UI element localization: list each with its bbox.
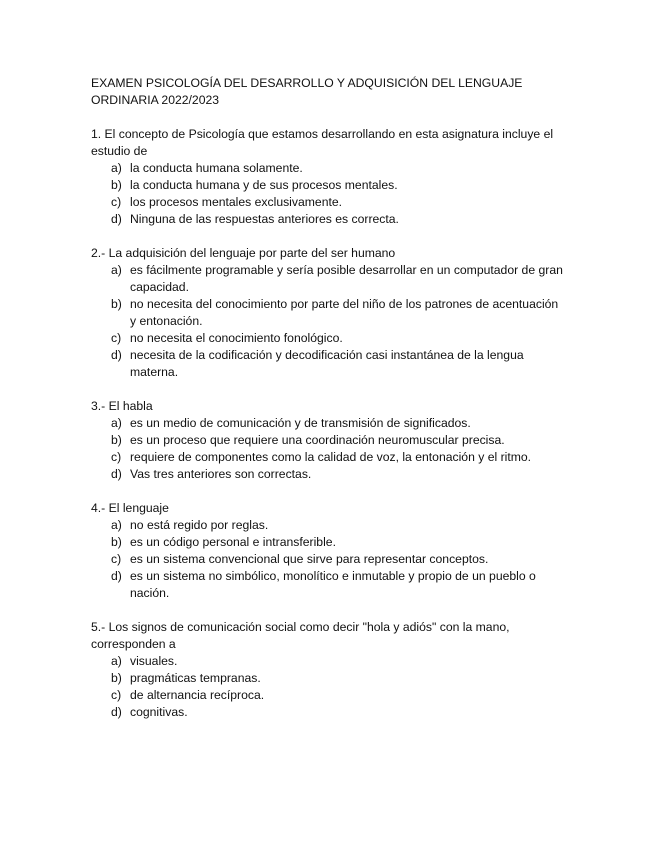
option-letter: d) [111, 348, 122, 362]
option-letter: c) [111, 331, 122, 345]
option-text: pragmáticas tempranas. [130, 671, 261, 685]
option-letter: b) [111, 178, 122, 192]
answer-option-d [91, 568, 571, 602]
option-text: es un sistema convencional que sirve para representar conceptos. [130, 552, 489, 566]
option-letter: a) [111, 161, 122, 175]
answer-option-c [91, 330, 571, 347]
option-text: Ninguna de las respuestas anteriores es correcta. [130, 212, 399, 226]
option-letter: a) [111, 263, 122, 277]
question-text: 2.- La adquisición del lenguaje por parte del ser humano [91, 246, 396, 260]
option-text: es un sistema no simbólico, monolítico e inmutable y propio de un pueblo o nación. [130, 569, 536, 600]
option-text: Vas tres anteriores son correctas. [130, 467, 312, 481]
option-text: los procesos mentales exclusivamente. [130, 195, 343, 209]
option-text: no necesita el conocimiento fonológico. [130, 331, 343, 345]
question-text: 4.- El lenguaje [91, 501, 169, 515]
option-letter: b) [111, 535, 122, 549]
option-text: de alternancia recíproca. [130, 688, 265, 702]
option-text: necesita de la codificación y decodificación casi instantánea de la lengua materna. [130, 348, 524, 379]
answer-option-b [91, 534, 571, 551]
option-letter: c) [111, 552, 122, 566]
answer-option-a [91, 653, 571, 670]
question-3 [91, 398, 571, 483]
answer-option-b [91, 432, 571, 449]
option-letter: c) [111, 450, 122, 464]
option-text: visuales. [130, 654, 178, 668]
option-letter: a) [111, 654, 122, 668]
question-5 [91, 619, 571, 721]
exam-session: ORDINARIA 2022/2023 [91, 93, 220, 107]
option-letter: d) [111, 569, 122, 583]
answer-option-d [91, 347, 571, 381]
answer-option-b [91, 177, 571, 194]
option-letter: d) [111, 467, 122, 481]
answer-option-c [91, 194, 571, 211]
answer-options [91, 262, 571, 381]
answer-option-c [91, 551, 571, 568]
option-text: la conducta humana solamente. [130, 161, 303, 175]
option-text: cognitivas. [130, 705, 188, 719]
option-text: es un proceso que requiere una coordinación neuromuscular precisa. [130, 433, 505, 447]
answer-options [91, 160, 571, 228]
option-text: es un medio de comunicación y de transmisión de significados. [130, 416, 471, 430]
answer-option-d [91, 704, 571, 721]
answer-option-d [91, 211, 571, 228]
option-letter: a) [111, 416, 122, 430]
option-text: es fácilmente programable y sería posible desarrollar en un computador de gran capacidad. [130, 263, 563, 294]
answer-option-a [91, 415, 571, 432]
answer-option-a [91, 262, 571, 296]
option-letter: d) [111, 705, 122, 719]
option-letter: b) [111, 433, 122, 447]
answer-option-a [91, 517, 571, 534]
exam-header [91, 75, 571, 109]
answer-options [91, 653, 571, 721]
answer-option-c [91, 449, 571, 466]
answer-options [91, 415, 571, 483]
option-text: la conducta humana y de sus procesos mentales. [130, 178, 398, 192]
option-text: no necesita del conocimiento por parte del niño de los patrones de acentuación y entonación. [130, 297, 559, 328]
exam-document [91, 75, 571, 738]
option-text: requiere de componentes como la calidad de voz, la entonación y el ritmo. [130, 450, 532, 464]
question-2 [91, 245, 571, 381]
option-text: es un código personal e intransferible. [130, 535, 336, 549]
answer-option-a [91, 160, 571, 177]
option-letter: a) [111, 518, 122, 532]
answer-options [91, 517, 571, 602]
answer-option-d [91, 466, 571, 483]
option-letter: d) [111, 212, 122, 226]
question-text: 3.- El habla [91, 399, 153, 413]
question-text: 5.- Los signos de comunicación social como decir "hola y adiós" con la mano, corresponden a [91, 620, 510, 651]
option-letter: b) [111, 297, 122, 311]
answer-option-b [91, 296, 571, 330]
question-4 [91, 500, 571, 602]
option-letter: c) [111, 688, 122, 702]
option-letter: b) [111, 671, 122, 685]
exam-title: EXAMEN PSICOLOGÍA DEL DESARROLLO Y ADQUISICIÓN DEL LENGUAJE [91, 76, 523, 90]
option-letter: c) [111, 195, 122, 209]
question-text: 1. El concepto de Psicología que estamos desarrollando en esta asignatura incluye el estudio de [91, 127, 554, 158]
option-text: no está regido por reglas. [130, 518, 269, 532]
question-1 [91, 126, 571, 228]
answer-option-b [91, 670, 571, 687]
answer-option-c [91, 687, 571, 704]
